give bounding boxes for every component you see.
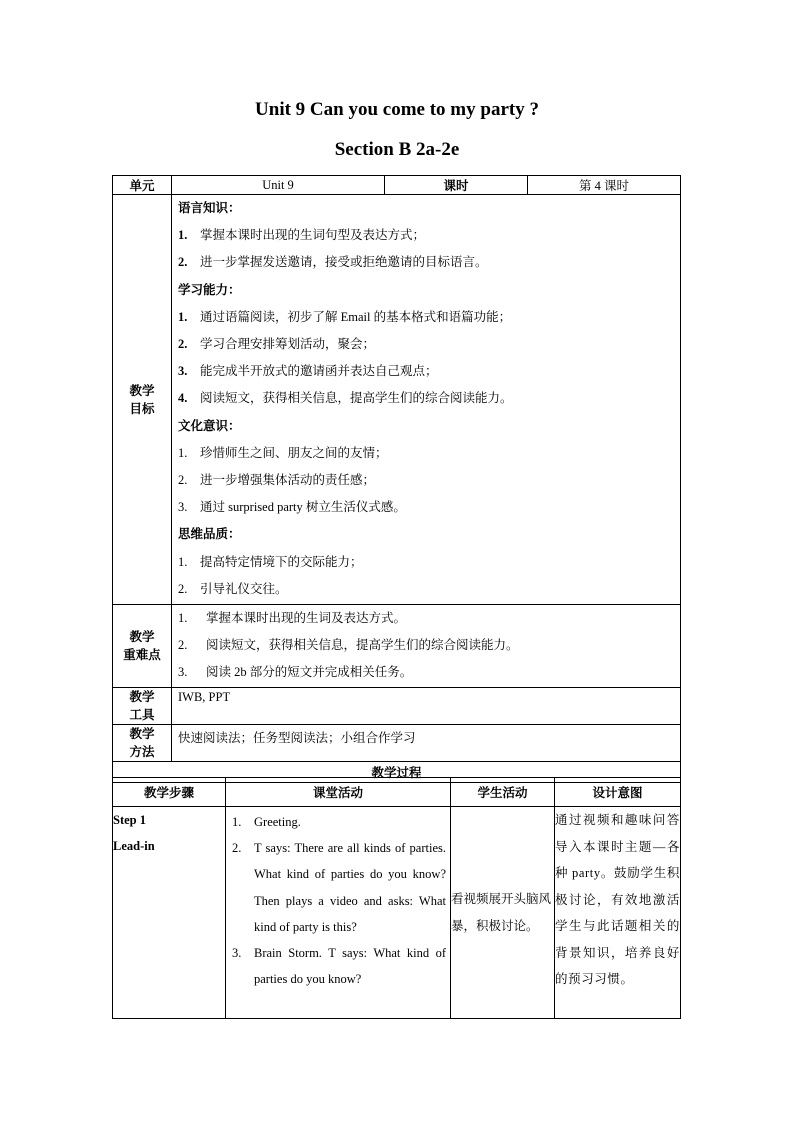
unit-value: Unit 9 [172, 176, 385, 195]
activity-item: 1. Greeting. [232, 815, 301, 829]
column-header-student: 学生活动 [451, 778, 555, 807]
thinking-item: 2. 引导礼仪交往。 [178, 581, 288, 596]
activity-list [226, 807, 451, 1019]
process-table [112, 777, 681, 1019]
period-value: 第 4 课时 [528, 176, 681, 195]
design-intent: 通过视频和趣味问答导入本课时主题—各种 party。鼓励学生积极讨论，有效地激活学生与此话题相关的背景知识，培养良好的预习习惯。 [555, 807, 681, 1019]
objectives-row [113, 195, 681, 605]
methods-label: 教学 方法 [113, 724, 172, 761]
key-point-item: 3. 阅读 2b 部分的短文并完成相关任务。 [178, 665, 413, 680]
key-points-row [113, 605, 681, 688]
culture-item: 2. 进一步增强集体活动的责任感； [178, 473, 376, 488]
process-step-row [113, 807, 681, 1019]
key-point-item: 1. 掌握本课时出现的生词及表达方式。 [178, 611, 407, 625]
ability-item: 2. 学习合理安排筹划活动，聚会； [178, 337, 376, 352]
ability-item: 4. 阅读短文，获得相关信息，提高学生们的综合阅读能力。 [178, 391, 513, 406]
key-points-label: 教学 重难点 [113, 605, 172, 688]
ability-item: 1. 通过语篇阅读，初步了解 Email 的基本格式和语篇功能； [178, 309, 512, 324]
tools-value: IWB, PPT [172, 687, 681, 724]
culture-item: 3. 通过 surprised party 树立生活仪式感。 [178, 500, 406, 515]
methods-row [113, 724, 681, 761]
ability-item: 3. 能完成半开放式的邀请函并表达自己观点； [178, 364, 438, 379]
language-item: 1. 掌握本课时出现的生词句型及表达方式； [178, 228, 426, 243]
culture-heading: 文化意识： [178, 418, 241, 433]
tools-label: 教学 工具 [113, 687, 172, 724]
key-points-content [172, 605, 681, 688]
step-name: Step 1 Lead-in [113, 807, 226, 1019]
ability-heading: 学习能力： [178, 282, 241, 297]
process-title: 教学过程 [113, 761, 681, 782]
activity-item: 3. Brain Storm. T says: What kind of parties do you know? [232, 946, 446, 987]
activity-item: 2. T says: There are all kinds of parties. What kind of parties do you know? Then plays a video and asks: What kind of party is this? [232, 841, 446, 934]
culture-item: 1. 珍惜师生之间、朋友之间的友情； [178, 445, 388, 460]
language-heading: 语言知识： [178, 201, 241, 215]
process-header-row [113, 778, 681, 807]
tools-row [113, 687, 681, 724]
thinking-item: 1. 提高特定情境下的交际能力； [178, 554, 363, 569]
key-point-item: 2. 阅读短文，获得相关信息，提高学生们的综合阅读能力。 [178, 638, 519, 653]
page-subtitle: Section B 2a-2e [334, 139, 460, 160]
period-label: 课时 [385, 176, 528, 195]
page-title: Unit 9 Can you come to my party ? [255, 99, 539, 120]
column-header-activity: 课堂活动 [226, 778, 451, 807]
objectives-label: 教学 目标 [113, 195, 172, 605]
unit-label: 单元 [113, 176, 172, 195]
thinking-heading: 思维品质： [178, 527, 241, 542]
language-item: 2. 进一步掌握发送邀请，接受或拒绝邀请的目标语言。 [178, 255, 488, 270]
lesson-plan-table [112, 175, 681, 783]
column-header-step: 教学步骤 [113, 778, 226, 807]
student-activity: 看视频展开头脑风暴，积极讨论。 [451, 807, 555, 1019]
methods-value: 快速阅读法；任务型阅读法；小组合作学习 [172, 724, 681, 761]
column-header-design: 设计意图 [555, 778, 681, 807]
objectives-content [172, 195, 681, 605]
header-row [113, 176, 681, 195]
